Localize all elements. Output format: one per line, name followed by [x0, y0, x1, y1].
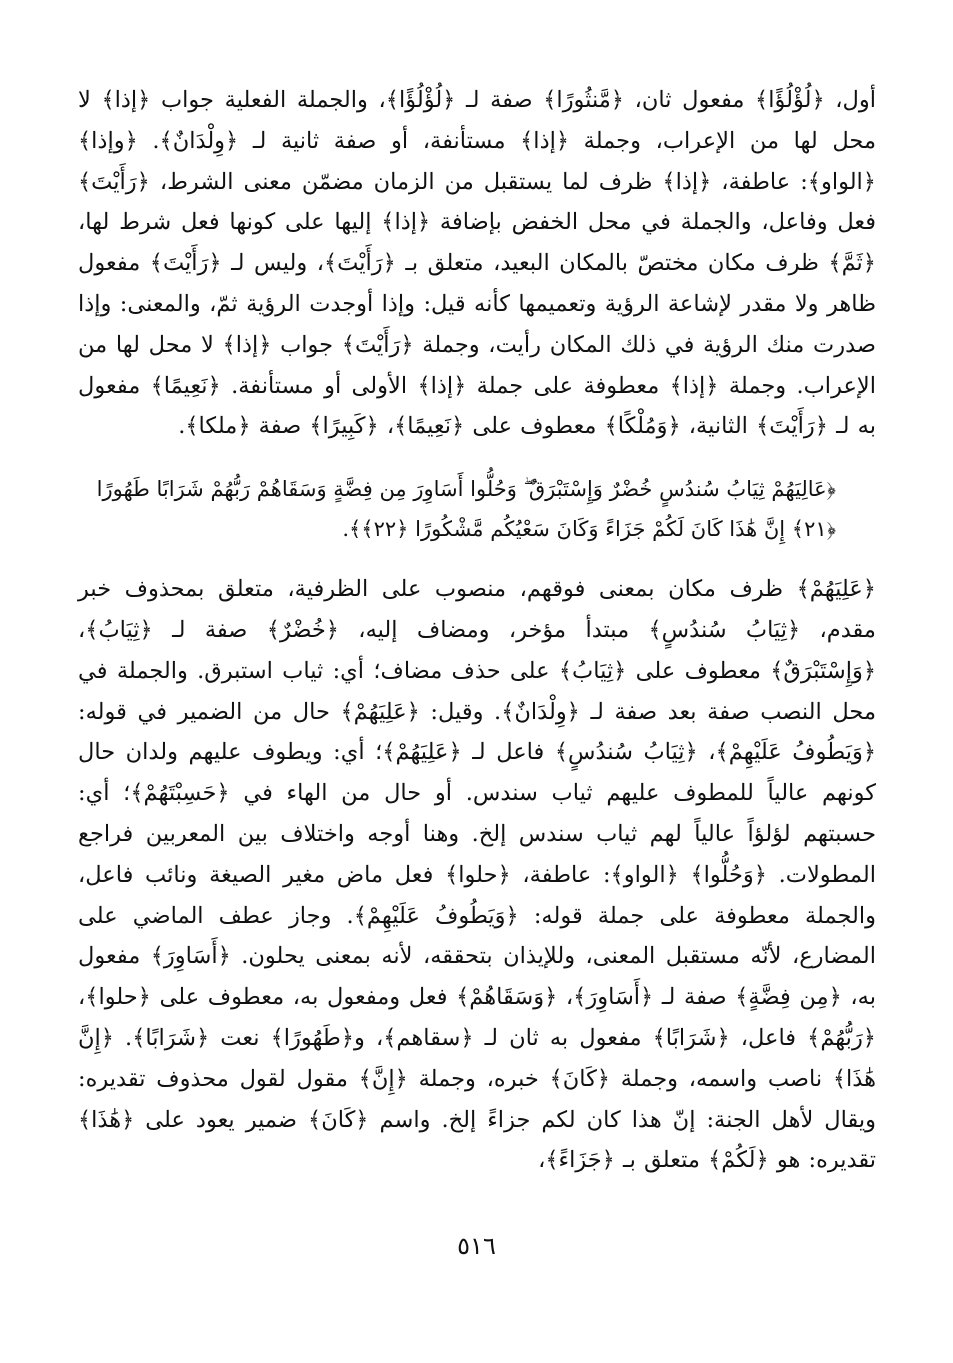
- page-number: ٥١٦: [457, 1232, 496, 1260]
- page-body: [78, 80, 876, 1280]
- paragraph-1: أول، ﴿لُؤْلُؤًا﴾ مفعول ثان، ﴿مَّنثُورًا﴾ صفة لـ ﴿لُؤْلُؤًا﴾، والجملة الفعلية جواب ﴿إذا﴾ لا محل لها من الإعراب، وجملة ﴿إذا﴾ مستأنفة، أو صفة ثانية لـ ﴿وِلْدَانٌ﴾. ﴿وإذا﴾ ﴿الواو﴾: عاطفة، ﴿إذا﴾ ظرف لما يستقبل من الزمان مضمّن معنى الشرط، ﴿رَأَيْتَ﴾ فعل وفاعل، والجملة في محل الخفض بإضافة ﴿إذا﴾ إليها على كونها فعل شرط لها، ﴿ثَمَّ﴾ ظرف مكان مختصّ بالمكان البعيد، متعلق بـ ﴿رَأَيْتَ﴾، وليس لـ ﴿رَأَيْتَ﴾ مفعول ظاهر ولا مقدر لإشاعة الرؤية وتعميمها كأنه قيل: وإذا أوجدت الرؤية ثمّ، والمعنى: وإذا صدرت منك الرؤية في ذلك المكان رأيت، وجملة ﴿رَأَيْتَ﴾ جواب ﴿إذا﴾ لا محل لها من الإعراب. وجملة ﴿إذا﴾ معطوفة على جملة ﴿إذا﴾ الأولى أو مستأنفة. ﴿نَعِيمًا﴾ مفعول به لـ ﴿رَأَيْتَ﴾ الثانية، ﴿وَمُلْكًا﴾ معطوف على ﴿نَعِيمًا﴾، ﴿كَبِيرًا﴾ صفة ﴿ملكا﴾.: [78, 87, 876, 440]
- quran-verse: ﴿عَالِيَهُمْ ثِيَابُ سُندُسٍ خُضْرٌ وَإِسْتَبْرَقٌ ۖ وَحُلُّوا أَسَاوِرَ مِن فِضَّةٍ وَسَقَاهُمْ رَبُّهُمْ شَرَابًا طَهُورًا ﴿٢١﴾ إِنَّ هَٰذَا كَانَ لَكُمْ جَزَاءً وَكَانَ سَعْيُكُم مَّشْكُورًا ﴿٢٢﴾﴾.: [96, 477, 836, 542]
- paragraph-2: ﴿عَلِيَهُمْ﴾ ظرف مكان بمعنى فوقهم، منصوب على الظرفية، متعلق بمحذوف خبر مقدم، ﴿ثِيَابُ سُندُسٍ﴾ مبتدأ مؤخر، ومضاف إليه، ﴿خُضْرٌ﴾ صفة لـ ﴿ثِيَابُ﴾، ﴿وَإِسْتَبْرَقٌ﴾ معطوف على ﴿ثِيَابُ﴾ على حذف مضاف؛ أي: ثياب استبرق. والجملة في محل النصب صفة بعد صفة لـ ﴿وِلْدَانٌ﴾. وقيل: ﴿عَلِيَهُمْ﴾ حال من الضمير في قوله: ﴿وَيَطُوفُ عَلَيْهِمْ﴾، ﴿ثِيَابُ سُندُسٍ﴾ فاعل لـ ﴿عَلِيَهُمْ﴾؛ أي: ويطوف عليهم ولدان حال كونهم عالياً للمطوف عليهم ثياب سندس. أو حال من الهاء في ﴿حَسِبْتَهُمْ﴾؛ أي: حسبتهم لؤلؤاً عالياً لهم ثياب سندس إلخ. وهنا أوجه واختلاف بين المعربين فراجع المطولات. ﴿وَحُلُّوا﴾ ﴿الواو﴾: عاطفة، ﴿حلوا﴾ فعل ماض مغير الصيغة ونائب فاعل، والجملة معطوفة على جملة قوله: ﴿وَيَطُوفُ عَلَيْهِمْ﴾. وجاز عطف الماضي على المضارع، لأنّه مستقبل المعنى، وللإيذان بتحققه، لأنه بمعنى يحلون. ﴿أَسَاوِرَ﴾ مفعول به، ﴿مِن فِضَّةٍ﴾ صفة لـ ﴿أَسَاوِرَ﴾، ﴿وَسَقَاهُمْ﴾ فعل ومفعول به، معطوف على ﴿حلوا﴾، ﴿رَبُّهُمْ﴾ فاعل، ﴿شَرَابًا﴾ مفعول به ثان لـ ﴿سقاهم﴾، و﴿طَهُورًا﴾ نعت ﴿شَرَابًا﴾. ﴿إِنَّ هَٰذَا﴾ ناصب واسمه، وجملة ﴿كَانَ﴾ خبره، وجملة ﴿إِنَّ﴾ مقول لقول محذوف تقديره: ويقال لأهل الجنة: إنّ هذا كان لكم جزاءً إلخ. واسم ﴿كَانَ﴾ ضمير يعود على ﴿هَٰذَا﴾ تقديره: هو ﴿لَكُمْ﴾ متعلق بـ ﴿جَزَاءً﴾،: [78, 576, 876, 1174]
